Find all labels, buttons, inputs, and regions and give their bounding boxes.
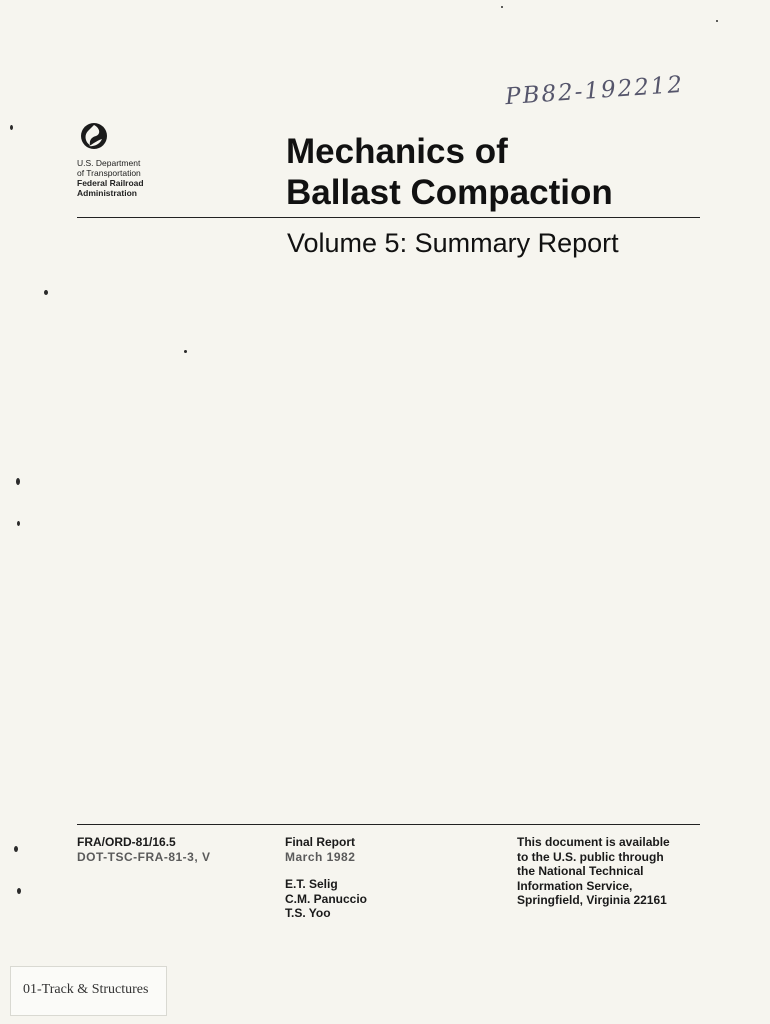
scan-speck [14, 846, 18, 852]
scan-speck [17, 521, 20, 526]
title-line: Mechanics of [286, 132, 508, 171]
agency-line: Federal Railroad [77, 178, 144, 188]
report-title [286, 131, 613, 213]
report-type: Final Report [285, 835, 356, 849]
filing-label [10, 966, 167, 1016]
report-number-block [77, 835, 211, 864]
report-info-block [285, 835, 367, 921]
title-divider [77, 217, 700, 218]
author-name: T.S. Yoo [285, 906, 331, 920]
footer-divider [77, 824, 700, 825]
availability-block [517, 835, 670, 908]
dot-logo-icon [80, 122, 108, 150]
scan-speck [501, 6, 503, 8]
scan-speck [44, 290, 48, 295]
report-number-secondary: DOT-TSC-FRA-81-3, V [77, 849, 211, 864]
scan-speck [716, 20, 718, 22]
author-name: C.M. Panuccio [285, 891, 368, 906]
agency-line: of Transportation [77, 168, 141, 178]
scan-speck [17, 888, 21, 894]
scan-speck [184, 350, 187, 353]
agency-line: U.S. Department [77, 158, 141, 168]
author-name: E.T. Selig [285, 877, 338, 891]
report-number-primary: FRA/ORD-81/16.5 [77, 835, 176, 849]
report-date: March 1982 [285, 849, 356, 864]
availability-line: Information Service, [517, 878, 633, 893]
title-line: Ballast Compaction [286, 173, 613, 212]
scan-speck [16, 478, 20, 485]
availability-line: Springfield, Virginia 22161 [517, 893, 667, 907]
availability-line: This document is available [517, 835, 670, 849]
handwritten-accession-number: PB82-192212 [504, 71, 685, 111]
agency-line: Administration [77, 188, 137, 198]
agency-block [77, 158, 144, 198]
filing-label-text: 01-Track & Structures [23, 982, 149, 997]
availability-line: the National Technical [517, 864, 644, 878]
scan-speck [10, 125, 13, 130]
availability-line: to the U.S. public through [517, 849, 664, 864]
report-subtitle: Volume 5: Summary Report [287, 228, 619, 258]
